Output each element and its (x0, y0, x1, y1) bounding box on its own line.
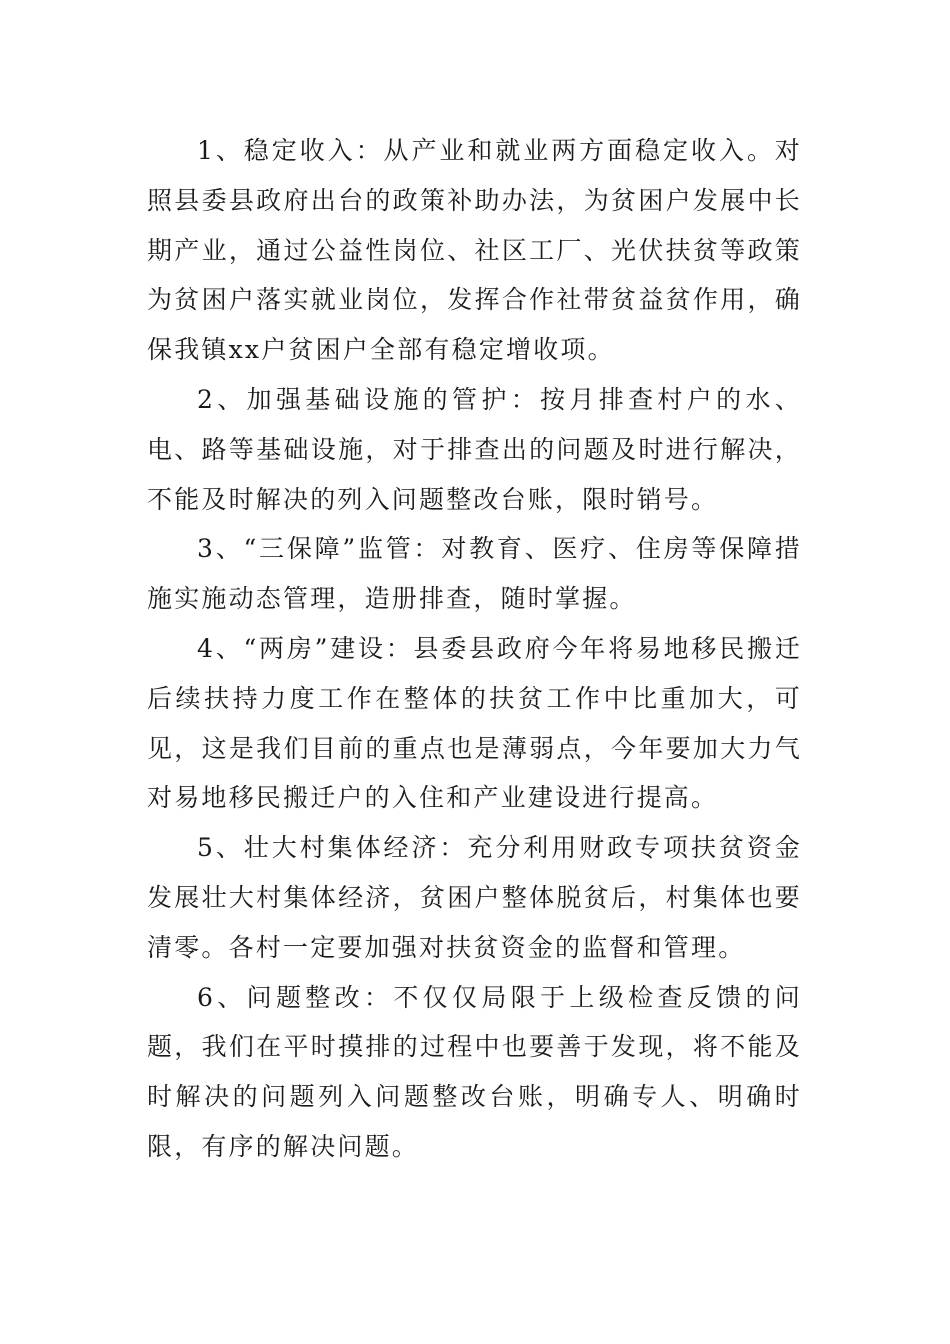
paragraph-village-economy: 5、壮大村集体经济：充分利用财政专项扶贫资金发展壮大村集体经济，贫困户整体脱贫后，村集体也要清零。各村一定要加强对扶贫资金的监督和管理。 (147, 833, 802, 962)
paragraph-rectification: 6、问题整改：不仅仅局限于上级检查反馈的问题，我们在平时摸排的过程中也要善于发现，将不能及时解决的问题列入问题整改台账，明确专人、明确时限，有序的解决问题。 (147, 982, 802, 1161)
paragraph-two-houses: 4、“两房”建设：县委县政府今年将易地移民搬迁后续扶持力度工作在整体的扶贫工作中比重加大，可见，这是我们目前的重点也是薄弱点，今年要加大力气对易地移民搬迁户的入住和产业建设进行提高。 (147, 633, 802, 813)
paragraph-infrastructure: 2、加强基础设施的管护：按月排查村户的水、电、路等基础设施，对于排查出的问题及时进行解决，不能及时解决的列入问题整改台账，限时销号。 (147, 384, 802, 514)
paragraph-three-guarantees: 3、“三保障”监管：对教育、医疗、住房等保障措施实施动态管理，造册排查，随时掌握。 (147, 534, 802, 614)
document-body (147, 126, 802, 1172)
paragraph-stable-income: 1、稳定收入：从产业和就业两方面稳定收入。对照县委县政府出台的政策补助办法，为贫困户发展中长期产业，通过公益性岗位、社区工厂、光伏扶贫等政策为贫困户落实就业岗位，发挥合作社带贫益贫作用，确保我镇xx户贫困户全部有稳定增收项。 (147, 136, 802, 365)
